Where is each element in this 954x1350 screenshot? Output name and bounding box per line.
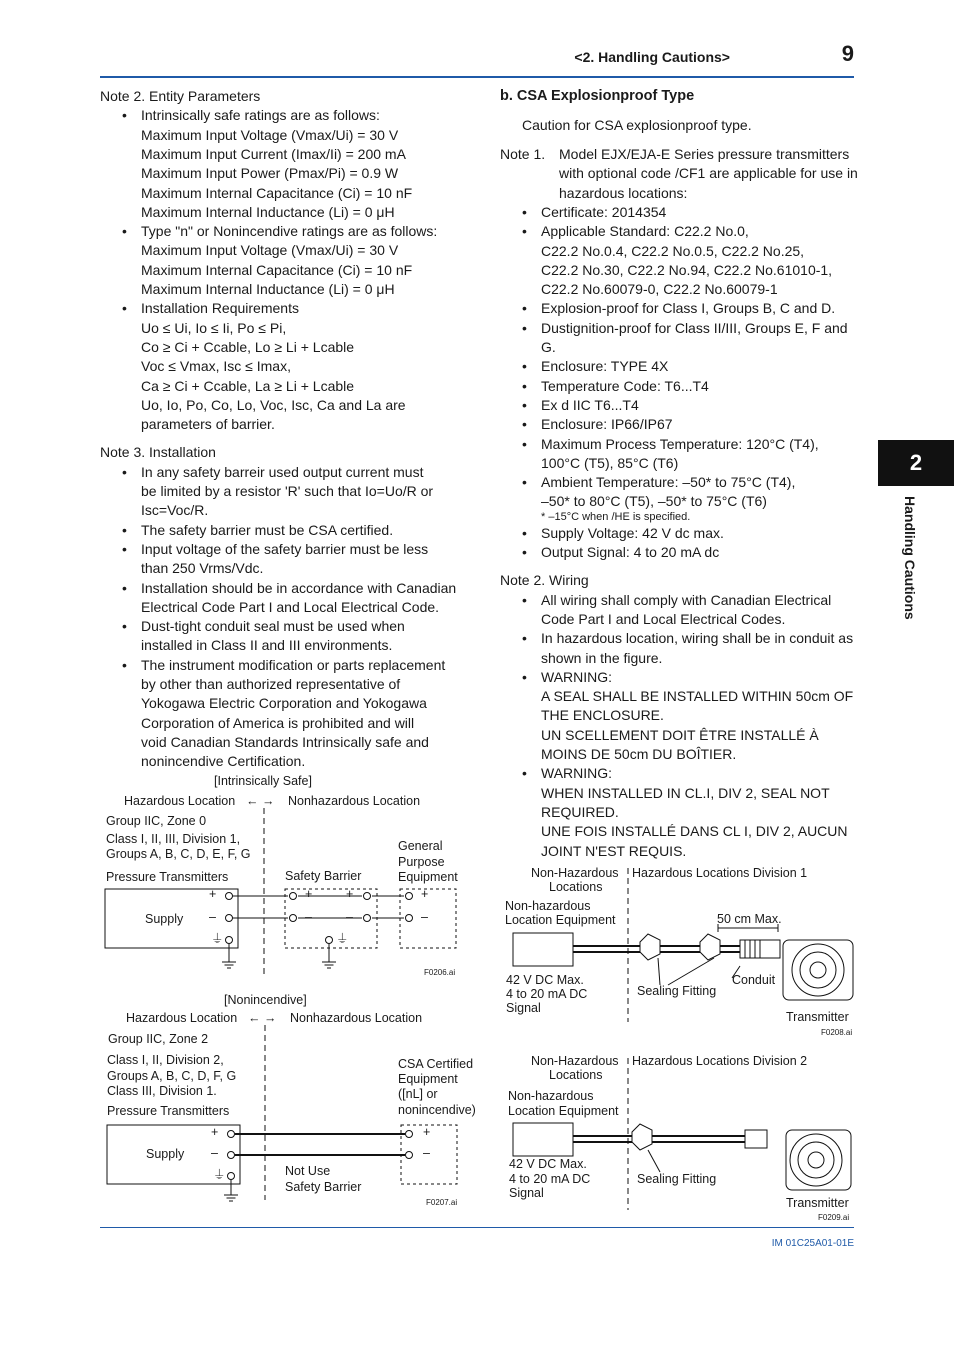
note2-line: Intrinsically safe ratings are as follows:: [141, 107, 380, 124]
note1-item: Maximum Process Temperature: 120°C (T4),: [541, 435, 819, 452]
bullet: •: [522, 223, 527, 240]
note3-line: The safety barrier must be CSA certified.: [141, 521, 394, 538]
fig207-haz-label: Hazardous Location: [126, 1011, 238, 1025]
fig207-class-3: Class III, Division 1.: [107, 1084, 217, 1098]
note2-line: Uo, Io, Po, Co, Lo, Voc, Isc, Ca and La are: [141, 396, 406, 413]
note2-line: Maximum Input Current (Imax/Ii) = 200 mA: [141, 145, 406, 162]
wiring-item: Code Part I and Local Electrical Codes.: [541, 610, 786, 627]
fig206-gpe-1: General: [398, 839, 443, 853]
fig206-haz-label: Hazardous Location: [124, 794, 236, 808]
fig208-nonhaz-2: Locations: [549, 880, 603, 894]
fig207-pt: Pressure Transmitters: [107, 1104, 230, 1118]
note1-item: Output Signal: 4 to 20 mA dc: [541, 544, 720, 560]
note1-item: Explosion-proof for Class I, Groups B, C and D.: [541, 300, 836, 317]
fig209-equip-1: Non-hazardous: [508, 1089, 594, 1103]
note1-item: G.: [541, 339, 556, 355]
note1-item: Enclosure: IP66/IP67: [541, 416, 673, 433]
fig208-id: F0208.ai: [821, 1028, 853, 1037]
bullet: •: [122, 223, 127, 240]
fig207-supply: Supply: [146, 1147, 185, 1161]
fig209-id: F0209.ai: [818, 1213, 850, 1222]
fig206-gpe-3: Equipment: [398, 870, 458, 884]
note1-text: with optional code /CF1 are applicable for use in: [559, 165, 858, 182]
fig207-csa-1: CSA Certified: [398, 1057, 474, 1071]
fig206-title: [Intrinsically Safe]: [214, 774, 312, 788]
note1-item: Certificate: 2014354: [541, 203, 667, 220]
note2-line: Maximum Internal Capacitance (Ci) = 10 nF: [141, 184, 413, 201]
terminal-mark: –: [346, 910, 353, 924]
bullet: •: [122, 107, 127, 124]
bullet: •: [122, 300, 127, 317]
wiring-item: In hazardous location, wiring shall be in conduit as: [541, 630, 854, 647]
fig209-sealing: Sealing Fitting: [637, 1172, 717, 1186]
bullet: •: [522, 358, 527, 375]
note2-line: Voc ≤ Vmax, Isc ≤ Imax,: [141, 358, 291, 375]
fig206-class-2: Groups A, B, C, D, E, F, G: [106, 847, 251, 861]
fig208-nonhaz-1: Non-Hazardous: [531, 866, 619, 880]
note2-line: Maximum Input Power (Pmax/Pi) = 0.9 W: [141, 165, 399, 182]
fig208-signal-2: 4 to 20 mA DC: [506, 987, 588, 1001]
fig206-nonhaz-label: Nonhazardous Location: [288, 794, 421, 808]
fig209-haz: Hazardous Locations Division 2: [632, 1054, 808, 1068]
terminal-mark: –: [209, 910, 216, 924]
note3-line: Input voltage of the safety barrier must be less: [141, 540, 429, 557]
note1-item: –50* to 80°C (T5), –50* to 75°C (T6): [541, 493, 767, 510]
caution-text: Caution for CSA explosionproof type.: [522, 117, 752, 133]
bullet: •: [522, 377, 527, 394]
note2-title: Note 2. Entity Parameters: [100, 88, 261, 104]
note1-item: C22.2 No.60079-0, C22.2 No.60079-1: [541, 281, 778, 298]
bullet: •: [522, 396, 527, 413]
fig208-equip-2: Location Equipment: [505, 913, 616, 927]
note1-item: Ambient Temperature: –50* to 75°C (T4),: [541, 474, 796, 491]
bullet: •: [522, 524, 527, 541]
note3-line: The instrument modification or parts replacement: [141, 656, 446, 673]
terminal-mark: –: [305, 910, 312, 924]
note2-line: Maximum Internal Inductance (Li) = 0 μH: [141, 203, 395, 220]
bullet: •: [522, 630, 527, 647]
fig206-pt: Pressure Transmitters: [106, 870, 229, 884]
note2-line: Maximum Input Voltage (Vmax/Ui) = 30 V: [141, 242, 399, 259]
fig207-notuse-2: Safety Barrier: [285, 1180, 362, 1194]
fig206-gpe-2: Purpose: [398, 855, 445, 869]
bullet: •: [522, 544, 527, 560]
terminal-mark: –: [211, 1146, 218, 1160]
fig206-supply: Supply: [145, 912, 184, 926]
terminal-mark: +: [346, 887, 354, 901]
bullet: •: [522, 435, 527, 452]
fig207-csa-4: nonincendive): [398, 1103, 476, 1117]
fig208-signal-1: 42 V DC Max.: [506, 973, 584, 987]
terminal-mark: +: [421, 887, 429, 901]
note3-line: Installation should be in accordance with Canadian: [141, 579, 457, 596]
note3-line: nonincendive Certification.: [141, 753, 306, 770]
fig207-class-2: Groups A, B, C, D, F, G: [107, 1069, 237, 1083]
note2-line: Maximum Internal Capacitance (Ci) = 10 nF: [141, 261, 413, 278]
terminal-mark: ⏚: [336, 932, 349, 946]
bullet: •: [522, 416, 527, 433]
note3-line: by other than authorized representative of: [141, 676, 401, 692]
fig209-signal-3: Signal: [509, 1186, 544, 1200]
wiring-item: shown in the figure.: [541, 649, 663, 666]
fig207-title: [Nonincendive]: [224, 993, 307, 1007]
terminal-mark: –: [423, 1146, 430, 1160]
note3-line: Yokogawa Electric Corporation and Yokogawa: [141, 695, 427, 712]
wiring-item: MOINS DE 50cm DU BOÎTIER.: [541, 746, 737, 762]
note3-line: In any safety barreir used output current must: [141, 463, 424, 480]
note2-line: Ca ≥ Ci + Ccable, La ≥ Li + Lcable: [141, 377, 355, 394]
fig207-csa-3: ([nL] or: [398, 1087, 438, 1101]
note1-item: C22.2 No.0.4, C22.2 No.0.5, C22.2 No.25,: [541, 242, 805, 259]
terminal-mark: ⏚: [213, 1168, 226, 1182]
fig207-csa-2: Equipment: [398, 1072, 458, 1086]
fig209-signal-1: 42 V DC Max.: [509, 1157, 587, 1171]
note1-item: Applicable Standard: C22.2 No.0,: [541, 223, 749, 240]
wiring-item: All wiring shall comply with Canadian Electrical: [541, 591, 832, 608]
note2-line: Maximum Input Voltage (Vmax/Ui) = 30 V: [141, 126, 399, 143]
chapter-tab: 2: [878, 440, 954, 486]
bullet: •: [522, 300, 527, 317]
wiring-item: JOINT N'EST REQUIS.: [541, 842, 687, 859]
fig207-id: F0207.ai: [426, 1198, 458, 1207]
terminal-mark: +: [211, 1125, 219, 1139]
fig207-group: Group IIC, Zone 2: [108, 1032, 209, 1046]
fig208-equip-1: Non-hazardous: [505, 899, 591, 913]
bullet: •: [122, 521, 127, 538]
bullet: •: [522, 765, 527, 782]
fig208-signal-3: Signal: [506, 1001, 541, 1015]
note3-line: Electrical Code Part I and Local Electrical Code.: [141, 598, 440, 615]
fig209-equip-2: Location Equipment: [508, 1104, 619, 1118]
note1-item: Ex d IIC T6...T4: [541, 396, 639, 413]
ambient-footnote: * –15°C when /HE is specified.: [541, 510, 691, 523]
bullet: •: [522, 474, 527, 491]
wiring-item: UN SCELLEMENT DOIT ÊTRE INSTALLÉ À: [541, 726, 819, 743]
note3-line: Isc=Voc/R.: [141, 502, 209, 519]
fig207-notuse-1: Not Use: [285, 1164, 331, 1178]
fig209-transmitter: Transmitter: [786, 1196, 849, 1210]
note2-line: Uo ≤ Ui, Io ≤ Ii, Po ≤ Pi,: [141, 319, 287, 336]
csa-section-title: b. CSA Explosionproof Type: [500, 88, 695, 104]
wiring-item: A SEAL SHALL BE INSTALLED WITHIN 50cm OF: [541, 688, 854, 705]
footer-rule: [100, 1227, 854, 1228]
note3-title: Note 3. Installation: [100, 444, 216, 461]
bullet: •: [122, 579, 127, 596]
note1-item: C22.2 No.30, C22.2 No.94, C22.2 No.61010-1,: [541, 261, 833, 278]
wiring-item: REQUIRED.: [541, 803, 619, 820]
wiring-item: WARNING:: [541, 765, 613, 782]
bullet: •: [522, 668, 527, 685]
fig206-group: Group IIC, Zone 0: [106, 814, 207, 828]
terminal-mark: ⏚: [211, 932, 224, 946]
note2-line: Maximum Internal Inductance (Li) = 0 μH: [141, 281, 395, 297]
note3-line: installed in Class II and III environments.: [141, 637, 393, 654]
fig206-barrier: Safety Barrier: [285, 869, 362, 883]
note3-line: be limited by a resistor 'R' such that Io=Uo/R or: [141, 483, 434, 499]
fig207-arrows: ← →: [248, 1011, 277, 1025]
note1-label: Note 1.: [500, 146, 546, 162]
chapter-tab-label: Handling Cautions: [902, 496, 918, 620]
note3-line: Corporation of America is prohibited and will: [141, 714, 415, 731]
terminal-mark: –: [421, 910, 428, 924]
wiring-item: WARNING:: [541, 668, 613, 685]
note1-item: Dustignition-proof for Class II/III, Groups E, F and: [541, 319, 848, 336]
note1-item: Enclosure: TYPE 4X: [541, 358, 669, 375]
note1-item: Supply Voltage: 42 V dc max.: [541, 524, 724, 541]
doc-id: IM 01C25A01-01E: [771, 1238, 854, 1249]
note2-line: Type "n" or Nonincendive ratings are as follows:: [141, 223, 438, 240]
terminal-mark: +: [305, 887, 313, 901]
note3-line: than 250 Vrms/Vdc.: [141, 560, 264, 577]
bullet: •: [122, 540, 127, 557]
bullet: •: [522, 591, 527, 608]
wiring-title: Note 2. Wiring: [500, 572, 589, 589]
bullet: •: [522, 319, 527, 336]
wiring-item: UNE FOIS INSTALLÉ DANS CL I, DIV 2, AUCUN: [541, 823, 848, 840]
wiring-item: THE ENCLOSURE.: [541, 707, 664, 724]
fig207-class-1: Class I, II, Division 2,: [107, 1053, 224, 1067]
fig208-sealing: Sealing Fitting: [637, 984, 717, 998]
terminal-mark: +: [209, 887, 217, 901]
terminal-mark: +: [423, 1125, 431, 1139]
note3-line: Dust-tight conduit seal must be used when: [141, 618, 405, 635]
note2-line: Installation Requirements: [141, 300, 299, 317]
fig207-nonhaz-label: Nonhazardous Location: [290, 1011, 423, 1025]
bullet: •: [122, 618, 127, 635]
note1-item: 100°C (T5), 85°C (T6): [541, 454, 679, 471]
note3-line: void Canadian Standards Intrinsically safe and: [141, 733, 429, 750]
bullet: •: [122, 656, 127, 673]
section-heading: <2. Handling Cautions>: [574, 49, 730, 65]
note2-line: Co ≥ Ci + Ccable, Lo ≥ Li + Lcable: [141, 338, 355, 355]
fig209-nonhaz-1: Non-Hazardous: [531, 1054, 619, 1068]
wiring-item: WHEN INSTALLED IN CL.I, DIV 2, SEAL NOT: [541, 784, 830, 801]
note1-text: hazardous locations:: [559, 184, 688, 201]
fig209-signal-2: 4 to 20 mA DC: [509, 1172, 591, 1186]
note1-text: Model EJX/EJA-E Series pressure transmitters: [559, 146, 850, 162]
fig208-transmitter: Transmitter: [786, 1010, 849, 1024]
fig208-haz: Hazardous Locations Division 1: [632, 866, 808, 880]
fig206-arrows: ← →: [246, 794, 275, 808]
fig206-class-1: Class I, II, III, Division 1,: [106, 832, 241, 846]
note1-item: Temperature Code: T6...T4: [541, 377, 709, 394]
fig208-fifty: 50 cm Max.: [717, 912, 782, 926]
fig208-conduit: Conduit: [732, 973, 776, 987]
bullet: •: [522, 203, 527, 220]
fig209-nonhaz-2: Locations: [549, 1068, 603, 1082]
fig206-id: F0206.ai: [424, 968, 456, 977]
page-number: 9: [841, 41, 854, 66]
bullet: •: [122, 463, 127, 480]
note2-line: parameters of barrier.: [141, 416, 275, 433]
